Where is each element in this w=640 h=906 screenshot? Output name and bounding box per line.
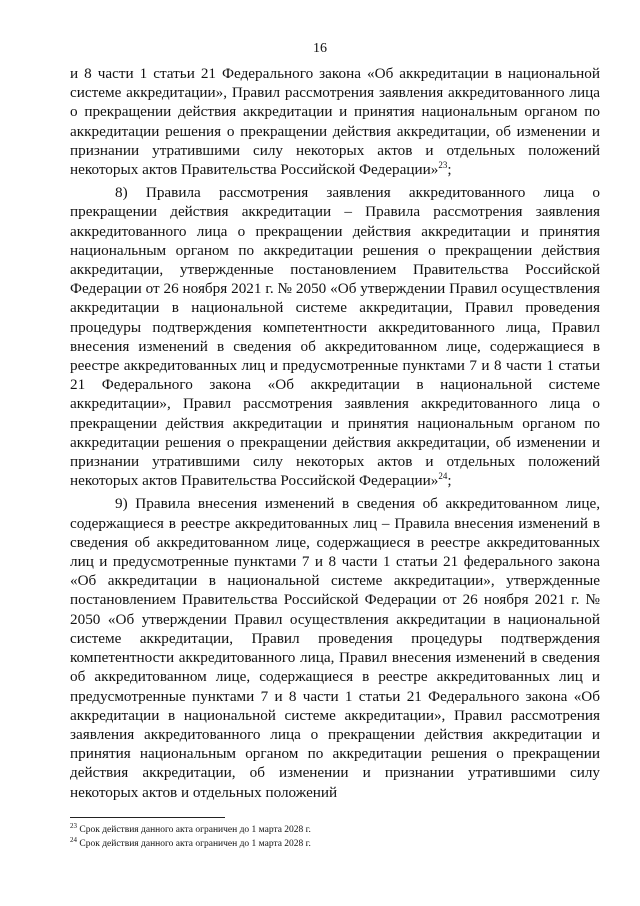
document-body [70,64,600,802]
paragraph-text: 9) Правила внесения изменений в сведения об аккредитованном лице, содержащиеся в реестре аккредитованных лиц – Правила внесения изменений в сведения об аккредитованном лице, содержащиеся в реестре аккредитованных лиц и предусмотренные пунктами 7 и 8 части 1 статьи 21 федерального закона «Об аккредитации в национальной системе аккредитации», утвержденные постановлением Правительства Российской Федерации от 26 ноября 2021 г. № 2050 «Об утверждении Правил осуществления аккредитации в национальной системе аккредитации, Правил проведения процедуры подтверждения компетентности аккредитованного лица, Правил внесения изменений в сведения об аккредитованном лице, содержащиеся в реестре аккредитованных лиц и предусмотренные пунктами 7 и 8 части 1 статьи 21 Федерального закона «Об аккредитации в национальной системе аккредитации», Правил рассмотрения заявления аккредитованного лица о прекращении действия аккредитации и принятия национальным органом по аккредитации решения о прекращении действия аккредитации, об изменении и признании утратившими силу некоторых актов и отдельных положений [70,495,600,801]
footnote-text: Срок действия данного акта ограничен до 1 марта 2028 г. [79,839,311,849]
footnote-number: 23 [70,821,77,830]
footnote-23 [70,823,600,837]
page-number: 16 [313,41,327,56]
footnote-number: 24 [70,835,77,844]
footnote-reference[interactable]: 23 [438,159,448,170]
paragraph-tail: ; [447,472,452,490]
footnote-text: Срок действия данного акта ограничен до 1 марта 2028 г. [79,825,311,835]
paragraph-item-8 [70,183,600,490]
footnote-24 [70,837,600,851]
paragraph-item-9 [70,494,600,801]
paragraph-tail: ; [447,161,452,179]
paragraph-text: и 8 части 1 статьи 21 Федерального закона «Об аккредитации в национальной системе аккредитации», Правил рассмотрения заявления аккредитованного лица о прекращении действия аккредитации и принятия национальным органом по аккредитации решения о прекращении действия аккредитации, об изменении и признании утратившими силу некоторых актов и отдельных положений некоторых актов Правительства Российской Федерации» [70,65,600,179]
footnote-separator [70,817,225,818]
paragraph-text: 8) Правила рассмотрения заявления аккредитованного лица о прекращении действия аккредитации – Правила рассмотрения заявления аккредитованного лица о прекращении действия аккредитации и принятия национальным органом по аккредитации решения о прекращении действия аккредитации, утвержденные постановлением Правительства Российской Федерации от 26 ноября 2021 г. № 2050 «Об утверждении Правил осуществления аккредитации в национальной системе аккредитации, Правил проведения процедуры подтверждения компетентности аккредитованного лица, Правил внесения изменений в сведения об аккредитованном лице, содержащиеся в реестре аккредитованных лиц и предусмотренные пунктами 7 и 8 части 1 статьи 21 Федерального закона «Об аккредитации в национальной системе аккредитации», Правил рассмотрения заявления аккредитованного лица о прекращении действия аккредитации и принятия национальным органом по аккредитации решения о прекращении действия аккредитации, об изменении и признании утратившими силу некоторых актов и отдельных положений некоторых актов Правительства Российской Федерации» [70,184,600,490]
footnotes [70,823,600,851]
footnote-reference[interactable]: 24 [438,471,448,482]
paragraph-continuation [70,64,600,179]
